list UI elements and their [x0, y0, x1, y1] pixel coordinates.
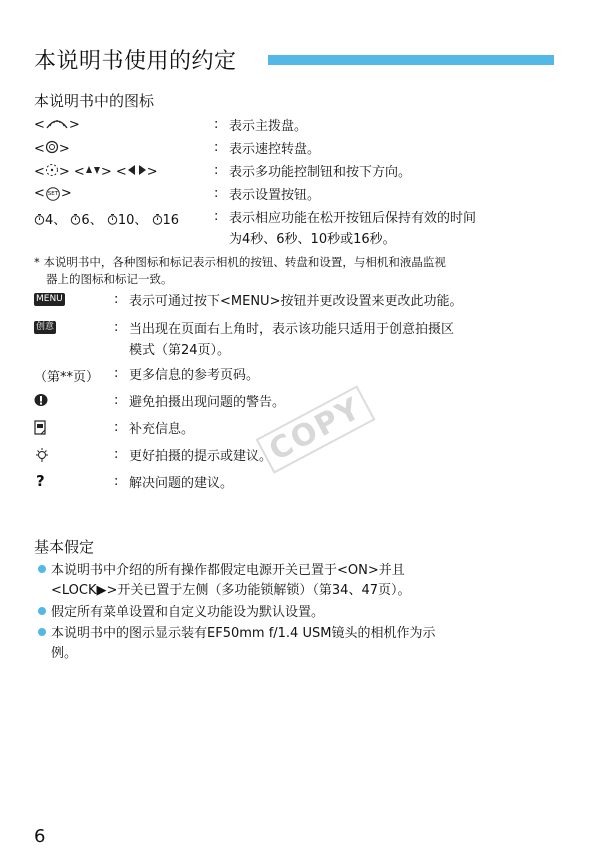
- question-icon: ?: [36, 472, 45, 490]
- symbol-desc: 补充信息。: [129, 422, 195, 437]
- bullet-icon: [38, 565, 46, 573]
- icon-row-desc-line2: 为4秒、6秒、10秒或16秒。: [229, 232, 396, 247]
- set-button-icon: SET: [45, 187, 61, 201]
- symbol-desc: 表示可通过按下<MENU>按钮并更改设置来更改此功能。: [129, 294, 463, 309]
- up-down-arrows-icon: [85, 164, 101, 180]
- bullet-icon: [38, 628, 46, 636]
- multi-controller-icon: [45, 163, 59, 181]
- icons-note: * 本说明书中，各种图标和标记表示相机的按钮、转盘和设置，与相机和液晶监视 器上的图标和标记一致。: [34, 255, 446, 286]
- icon-row-desc: 表示速控转盘。: [229, 142, 321, 157]
- menu-icon: MENU: [36, 294, 63, 304]
- symbol-desc: 解决问题的建议。: [129, 476, 234, 491]
- timer-icon: [107, 213, 118, 229]
- page-ref-label: （第**页）: [34, 370, 100, 385]
- timer-icon: [152, 213, 163, 229]
- assumption-item: 假定所有菜单设置和自定义功能设为默认设置。: [38, 603, 324, 623]
- symbol-desc-line2: 模式（第24页）。: [129, 343, 231, 358]
- symbol-desc: 更好拍摄的提示或建议。: [129, 449, 273, 464]
- bullet-icon: [38, 607, 46, 615]
- lightbulb-icon: [34, 447, 50, 467]
- quick-control-dial-icon: [45, 140, 59, 158]
- assumption-item: 本说明书中介绍的所有操作都假定电源开关已置于<ON>并且 <LOCK▶>开关已置于左侧（多功能锁解锁）（第34、47页）。: [38, 561, 410, 601]
- page-number: 6: [34, 826, 46, 847]
- icon-row-desc: 表示主拨盘。: [229, 119, 308, 134]
- symbol-desc-line1: 当出现在页面右上角时，表示该功能只适用于创意拍摄区: [129, 322, 455, 337]
- icon-row-desc: 表示设置按钮。: [229, 188, 321, 203]
- symbol-desc: 避免拍摄出现问题的警告。: [129, 395, 286, 410]
- copy-watermark: COPY: [256, 385, 376, 474]
- timer-icon: [34, 213, 45, 229]
- title-accent-bar: [268, 55, 554, 65]
- warning-icon: [34, 393, 48, 411]
- icons-section-heading: 本说明书中的图标: [34, 92, 155, 110]
- creative-zone-icon: 创意: [36, 322, 55, 332]
- assumptions-heading: 基本假定: [34, 538, 95, 556]
- page-title: 本说明书使用的约定: [34, 49, 237, 74]
- left-right-arrows-icon: [127, 164, 147, 180]
- memo-icon: [34, 420, 46, 439]
- icon-row-desc-line1: 表示相应功能在松开按钮后保持有效的时间: [229, 211, 477, 226]
- main-dial-icon: [45, 117, 69, 133]
- icon-row-desc: 表示多功能控制钮和按下方向。: [229, 165, 412, 180]
- timer-icon: [70, 213, 81, 229]
- assumption-item: 本说明书中的图示显示装有EF50mm f/1.4 USM镜头的相机作为示 例。: [38, 624, 435, 664]
- symbol-desc: 更多信息的参考页码。: [129, 368, 260, 383]
